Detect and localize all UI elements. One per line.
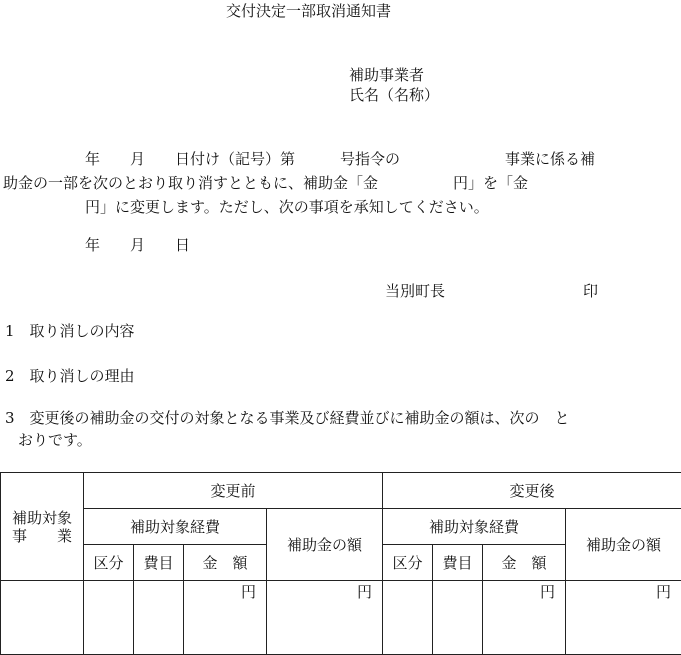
- after-category-header: [383, 545, 433, 581]
- after-amount-header: [483, 545, 566, 581]
- before-amount-header: [184, 545, 267, 581]
- item-3-line-2: おりです。: [18, 431, 92, 449]
- after-category-header-text: 区分: [392, 553, 423, 572]
- after-item-cell[interactable]: [433, 581, 483, 655]
- recipient-label: 補助事業者: [349, 66, 425, 84]
- before-subsidy-header-text: 補助金の額: [287, 535, 363, 554]
- after-expense-header-text: 補助対象経費: [429, 517, 520, 536]
- document-title: 交付決定一部取消通知書: [226, 2, 392, 20]
- after-amount-cell[interactable]: [483, 581, 566, 655]
- before-category-header-text: 区分: [93, 553, 124, 572]
- before-expense-header-text: 補助対象経費: [129, 517, 220, 536]
- before-item-header: [134, 545, 184, 581]
- before-category-header: [84, 545, 134, 581]
- before-expense-header: [84, 509, 267, 545]
- before-amount-yen: 円: [240, 583, 256, 601]
- body-line-3: 円」に変更します。ただし、次の事項を承知してください。: [85, 198, 489, 216]
- sender-name: 当別町長: [385, 282, 446, 300]
- after-subsidy-header: [566, 509, 681, 581]
- before-item-cell[interactable]: [134, 581, 184, 655]
- item-1-label: 1 取り消しの内容: [5, 322, 135, 340]
- seal-mark: 印: [583, 282, 599, 300]
- project-header-text: 補助対象 事 業: [11, 508, 72, 545]
- before-category-cell[interactable]: [84, 581, 134, 655]
- after-header-cell: [383, 473, 681, 509]
- project-entry-cell[interactable]: [1, 581, 84, 655]
- before-subsidy-cell[interactable]: [267, 581, 383, 655]
- after-header-text: 変更後: [509, 481, 555, 500]
- after-item-header: [433, 545, 483, 581]
- after-category-cell[interactable]: [383, 581, 433, 655]
- before-subsidy-header: [267, 509, 383, 581]
- after-expense-header: [383, 509, 566, 545]
- body-line-2: 助金の一部を次のとおり取り消すとともに、補助金「金 円」を「金: [3, 174, 529, 192]
- item-3-line-1: 3 変更後の補助金の交付の対象となる事業及び経費並びに補助金の額は、次の と: [5, 409, 570, 427]
- after-subsidy-header-text: 補助金の額: [586, 535, 662, 554]
- before-subsidy-yen: 円: [357, 583, 373, 601]
- body-line-1: 年 月 日付け（記号）第 号指令の 事業に係る補: [85, 150, 596, 168]
- after-subsidy-cell[interactable]: [566, 581, 681, 655]
- project-header-cell: [1, 473, 84, 581]
- date-line: 年 月 日: [85, 236, 191, 254]
- after-amount-header-text: 金 額: [501, 553, 547, 572]
- before-item-header-text: 費目: [143, 553, 174, 572]
- after-item-header-text: 費目: [442, 553, 473, 572]
- subsidy-table: [0, 472, 681, 655]
- before-header-cell: [84, 473, 383, 509]
- item-2-label: 2 取り消しの理由: [5, 367, 135, 385]
- after-amount-yen: 円: [540, 583, 556, 601]
- before-amount-cell[interactable]: [184, 581, 267, 655]
- before-header-text: 変更前: [210, 481, 256, 500]
- after-subsidy-yen: 円: [656, 583, 672, 601]
- recipient-name-label: 氏名（名称）: [349, 86, 440, 104]
- before-amount-header-text: 金 額: [202, 553, 248, 572]
